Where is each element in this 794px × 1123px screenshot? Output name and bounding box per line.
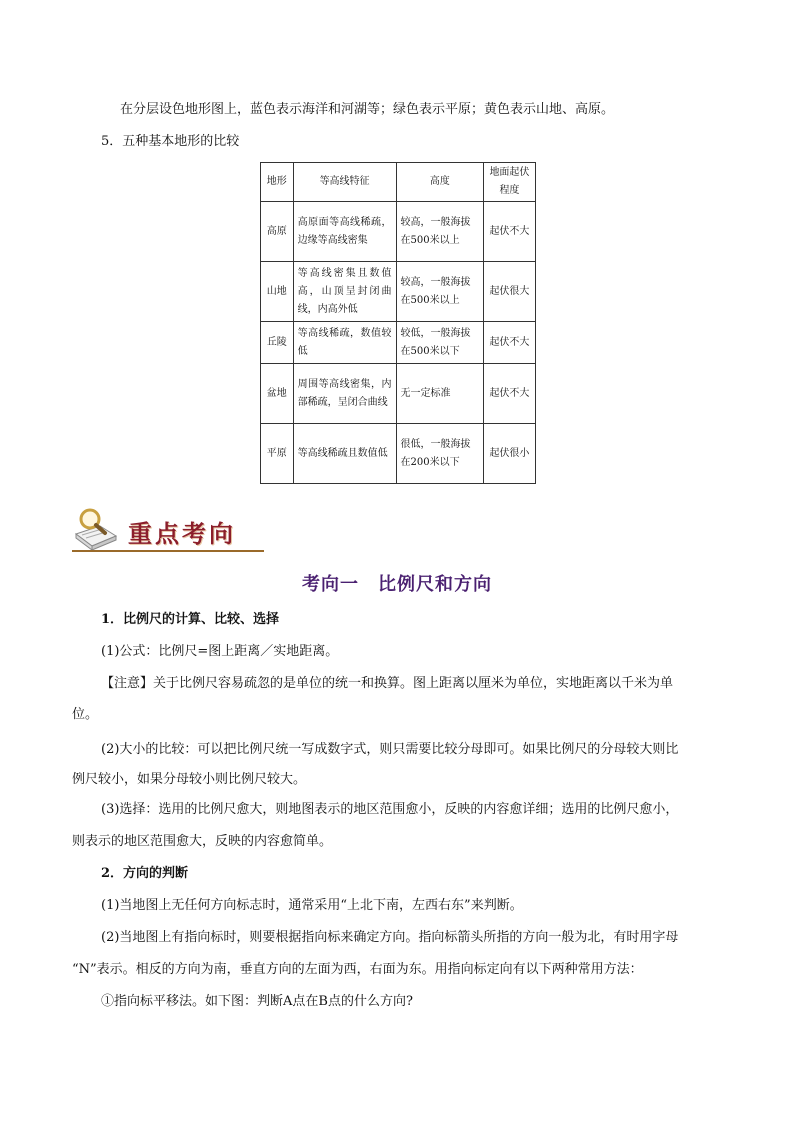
cell-feature: 等高线稀疏，数值较低 — [293, 322, 396, 364]
section-banner — [72, 506, 264, 554]
header-contour-feature: 等高线特征 — [293, 163, 396, 202]
cell-height: 较低，一般海拔在500米以下 — [396, 322, 483, 364]
cell-height: 较高，一般海拔在500米以上 — [396, 202, 483, 262]
cell-terrain: 山地 — [261, 262, 294, 322]
cell-feature: 等高线密集且数值高，山顶呈封闭曲线，内高外低 — [293, 262, 396, 322]
cell-relief: 起伏不大 — [483, 322, 535, 364]
header-height: 高度 — [396, 163, 483, 202]
size-compare-line-1: (2)大小的比较：可以把比例尺统一写成数字式，则只需要比较分母即可。如果比例尺的分母较大则比 — [101, 742, 679, 757]
table-row — [261, 322, 536, 364]
cell-terrain: 盆地 — [261, 364, 294, 424]
cell-feature: 高原面等高线稀疏，边缘等高线密集 — [293, 202, 396, 262]
banner-title: 重点考向 — [128, 520, 236, 548]
cell-feature: 周围等高线密集，内部稀疏，呈闭合曲线 — [293, 364, 396, 424]
part1-title: 1．比例尺的计算、比较、选择 — [101, 612, 280, 627]
table-row — [261, 424, 536, 484]
cell-feature: 等高线稀疏且数值低 — [293, 424, 396, 484]
color-legend-paragraph: 在分层设色地形图上，蓝色表示海洋和河湖等；绿色表示平原；黄色表示山地、高原。 — [120, 102, 615, 117]
terrain-comparison-table — [260, 162, 536, 484]
note-line-1: 【注意】关于比例尺容易疏忽的是单位的统一和换算。图上距离以厘米为单位，实地距离以千米为单 — [101, 676, 674, 691]
size-compare-line-2: 例尺较小，如果分母较小则比例尺较大。 — [72, 772, 307, 787]
direction-paragraph-2-line-1: (2)当地图上有指向标时，则要根据指向标来确定方向。指向标箭头所指的方向一般为北，有时用字母 — [101, 930, 679, 945]
cell-relief: 起伏不大 — [483, 364, 535, 424]
section-heading: 考向一 比例尺和方向 — [302, 574, 492, 595]
table-header-row — [261, 163, 536, 202]
cell-terrain: 平原 — [261, 424, 294, 484]
cell-relief: 起伏很小 — [483, 424, 535, 484]
cell-height: 较高，一般海拔在500米以上 — [396, 262, 483, 322]
banner-underline — [72, 550, 264, 552]
item5-title: 5．五种基本地形的比较 — [101, 134, 240, 149]
cell-terrain: 高原 — [261, 202, 294, 262]
direction-paragraph-2-line-2: “N”表示。相反的方向为南，垂直方向的左面为西，右面为东。用指向标定向有以下两种常用方法： — [72, 962, 643, 977]
header-terrain: 地形 — [261, 163, 294, 202]
select-line-1: (3)选择：选用的比例尺愈大，则地图表示的地区范围愈小，反映的内容愈详细；选用的比例尺愈小， — [101, 802, 679, 817]
magnifier-book-icon — [72, 506, 120, 552]
select-line-2: 则表示的地区范围愈大，反映的内容愈简单。 — [72, 834, 333, 849]
cell-height: 无一定标准 — [396, 364, 483, 424]
cell-relief: 起伏很大 — [483, 262, 535, 322]
note-line-2: 位。 — [72, 707, 99, 722]
header-relief: 地面起伏程度 — [483, 163, 535, 202]
compass-shift-method: ①指向标平移法。如下图：判断A点在B点的什么方向? — [101, 994, 413, 1009]
table-row — [261, 202, 536, 262]
cell-relief: 起伏不大 — [483, 202, 535, 262]
cell-terrain: 丘陵 — [261, 322, 294, 364]
direction-paragraph-1: (1)当地图上无任何方向标志时，通常采用“上北下南，左西右东”来判断。 — [101, 898, 523, 913]
table-row — [261, 262, 536, 322]
part2-title: 2．方向的判断 — [101, 866, 189, 881]
formula-paragraph: (1)公式：比例尺=图上距离／实地距离。 — [101, 644, 339, 659]
table-row — [261, 364, 536, 424]
cell-height: 很低，一般海拔在200米以下 — [396, 424, 483, 484]
